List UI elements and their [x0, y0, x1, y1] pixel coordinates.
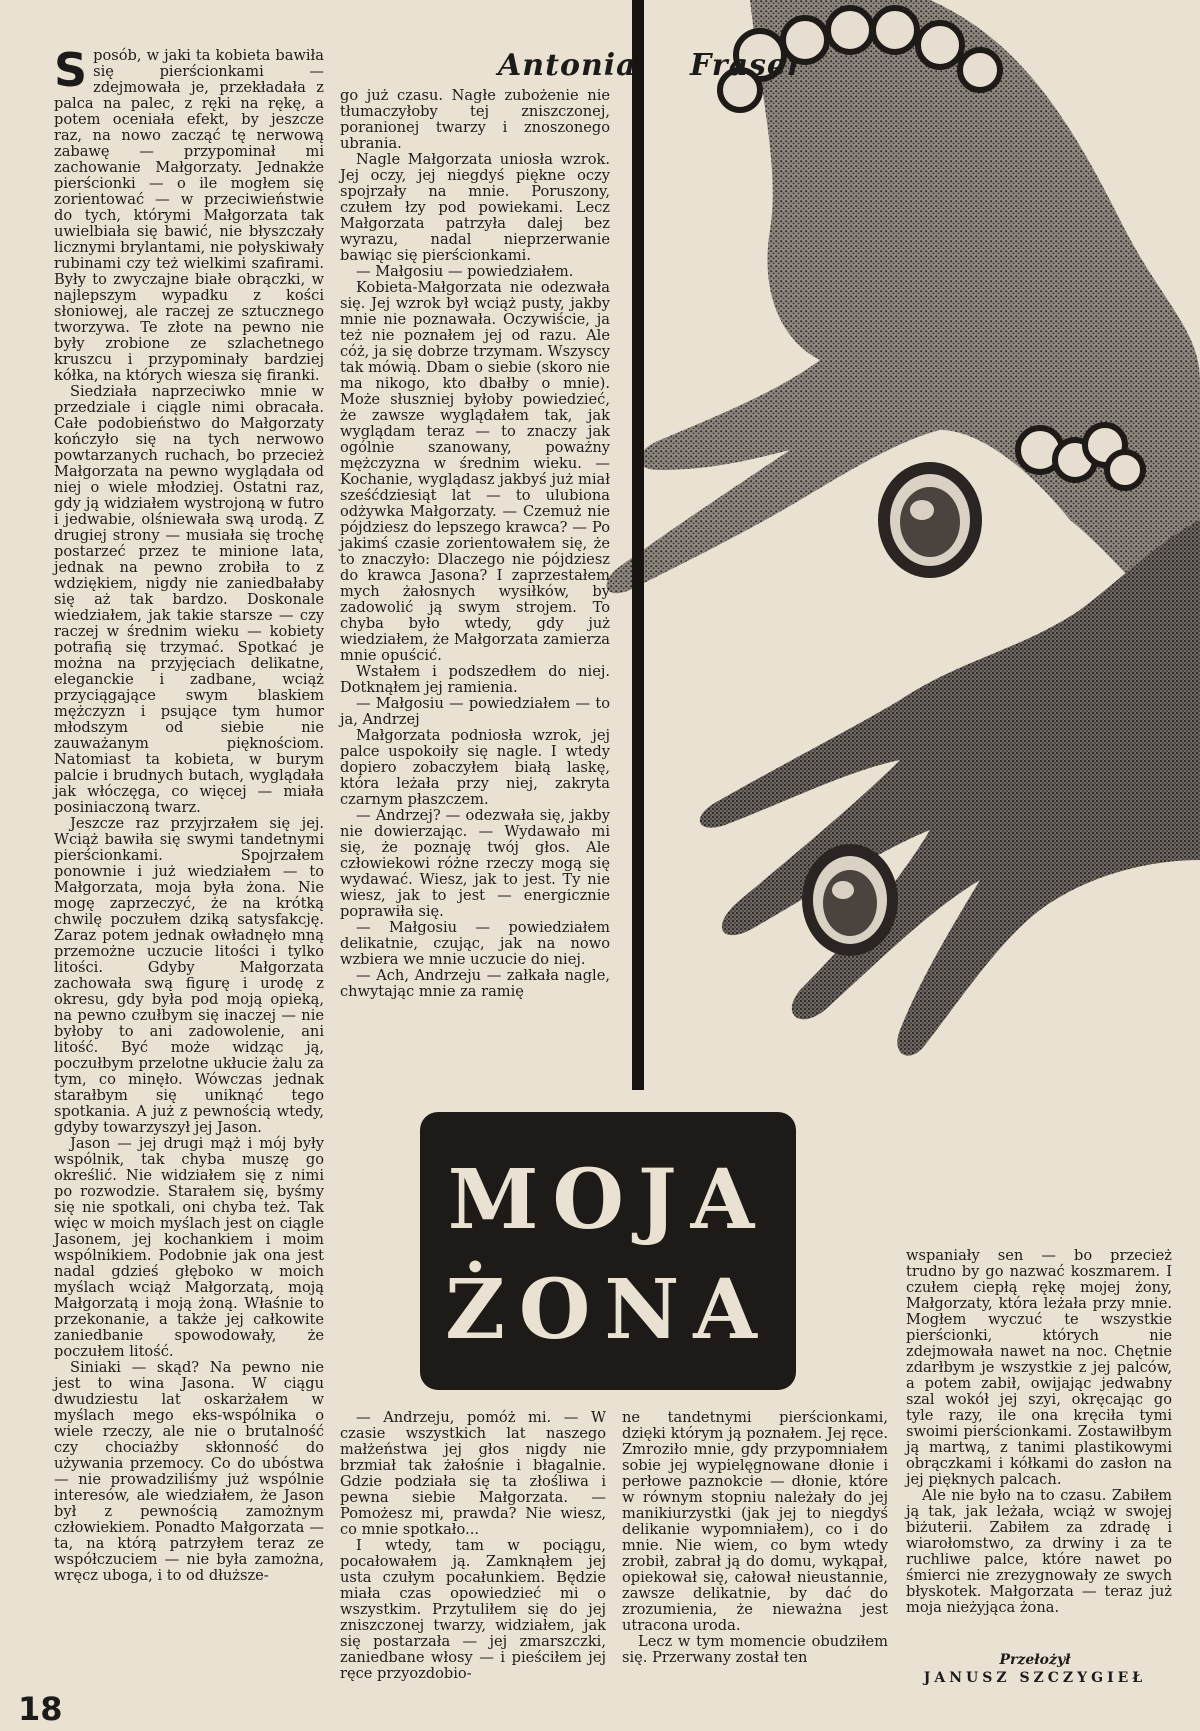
- upper-ring-icon: [878, 462, 982, 578]
- hands-illustration: [600, 0, 1200, 1110]
- paragraph: Wstałem i podszedłem do niej. Dotknąłem jej ramienia.: [340, 663, 610, 696]
- paragraph: Lecz w tym momencie obudziłem się. Przerwany został ten: [622, 1633, 888, 1666]
- article-column-1: [54, 43, 324, 1584]
- paragraph: Jason — jej drugi mąż i mój były wspólnik, tak chyba muszę go określić. Nie widziałem się z nimi po rozwodzie. Starałem się, byśmy się nie spotkali, oni chyba też. Tak więc w moich myślach jest on ciągle Jasonem, jej kochankiem i moim wspólnikiem. Podobnie jak ona jest nadal gdzieś głęboko w moich myślach wciąż Małgorzatą, moją Małgorzatą i moją żoną. Właśnie to przekonanie, a także jej całkowite zaniedbanie spowodowały, że poczułem litość.: [54, 1135, 324, 1360]
- title-box: [420, 1112, 796, 1390]
- paragraph: I wtedy, tam w pociągu, pocałowałem ją. Zamknąłem jej usta czułym pocałunkiem. Będzie miała czas opowiedzieć mi o wszystkim. Przytuliłem się do jej zniszczonej twarzy, widziałem, jak się postarzała — jej zmarszczki, zaniedbane włosy — i pieściłem jej ręce przyozdobio-: [340, 1537, 606, 1682]
- translator-credit-label: Przełożył: [999, 1652, 1071, 1668]
- paragraph: — Andrzeju, pomóż mi. — W czasie wszystkich lat naszego małżeństwa jej głos nigdy nie brzmiał tak żałośnie i błagalnie. Gdzie podziała się ta złośliwa i pewna siebie Małgorzata. — Pomożesz mi, prawda? Nie wiesz, co mnie spotkało...: [340, 1409, 606, 1538]
- title-line-2: ŻONA: [445, 1262, 771, 1358]
- paragraph: Jeszcze raz przyjrzałem się jej. Wciąż bawiła się swymi tandetnymi pierścionkami. Spojrzałem ponownie i już wiedziałem — to Małgorzata, moja była żona. Nie mogę zaprzeczyć, że na krótką chwilę poczułem dziką satysfakcję. Zaraz potem jednak owładnęło mną przemożne uczucie litości i tylko litości. Gdyby Małgorzata zachowała swą figurę i urodę z okresu, gdy była pod moją opieką, na pewno czułbym się inaczej — nie byłoby to ani zadowolenie, ani litość. Być może widząc ją, poczułbym przelotne ukłucie żalu za tym, co minęło. Wówczas jednak starałbym się uniknąć tego spotkania. A już z pewnością wtedy, gdyby towarzyszył jej Jason.: [54, 815, 324, 1136]
- article-column-2: [340, 88, 610, 1000]
- lower-hand: [700, 520, 1200, 1056]
- vertical-rule: [632, 0, 644, 1090]
- article-column-3: [622, 1410, 888, 1666]
- article-column-4: [906, 1248, 1172, 1616]
- paragraph: — Małgosiu — powiedziałem delikatnie, czując, jak na nowo wzbiera we mnie uczucie do niej.: [340, 919, 610, 968]
- paragraph: Ale nie było na to czasu. Zabiłem ją tak, jak leżała, wciąż w swojej biżuterii. Zabiłem za zdradę i wiarołomstwo, za drwiny i za te ruchliwe palce, które nawet po śmierci nie zrezygnowały ze swych błyskotek. Małgorzata — teraz już moja nieżyjąca żona.: [906, 1487, 1172, 1616]
- paragraph: wspaniały sen — bo przecież trudno by go nazwać koszmarem. I czułem ciepłą rękę mojej żony, Małgorzaty, która leżała przy mnie. Mogłem wyczuć te wszystkie pierścionki, których nie zdejmowała nawet na noc. Chętnie zdarłbym je wszystkie z jej palców, a potem zabił, owijając jedwabny szal wokół jej szyi, okręcając go tyle razy, ile ona kręciła tymi swoimi pierścionkami. Zostawiłbym ją martwą, z tanimi plastikowymi obrączkami i kółkami do zasłon na jej pięknych palcach.: [906, 1247, 1172, 1488]
- paragraph: Małgorzata podniosła wzrok, jej palce uspokoiły się nagle. I wtedy dopiero zobaczyłem białą laskę, która leżała przy niej, zakryta czarnym płaszczem.: [340, 727, 610, 808]
- dropcap: S: [54, 43, 88, 97]
- paragraph: Nagle Małgorzata uniosła wzrok. Jej oczy, jej niegdyś piękne oczy spojrzały na mnie. Poruszony, czułem łzy pod powiekami. Lecz Małgorzata patrzyła dalej bez wyrazu, nadal nieprzerwanie bawiąc się pierścionkami.: [340, 151, 610, 264]
- author-last-name: Fraser: [690, 48, 804, 83]
- paragraph: Siedziała naprzeciwko mnie w przedziale i ciągle nimi obracała. Całe podobieństwo do Małgorzaty kończyło się na tych nerwowo powtarzanych ruchach, bo przecież Małgorzata na pewno wyglądała od niej o wiele młodziej. Ostatni raz, gdy ją widziałem wystrojoną w futro i jedwabie, olśniewała swą urodą. Z drugiej strony — musiała się trochę postarzeć przez te minione lata, jednak na pewno zrobiła to z wdziękiem, nigdy nie zaniedbałaby się aż tak bardzo. Doskonale wiedziałem, jak takie starsze — czy raczej w średnim wieku — kobiety potrafią się trzymać. Spotkać je można na przyjęciach delikatne, eleganckie i zadbane, wciąż przyciągające swym blaskiem mężczyzn i psujące tym humor młodszym od siebie nie zauważanym pięknościom. Natomiast ta kobieta, w burym palcie i brudnych butach, wyglądała jak włóczęga, co więcej — miała posiniaczoną twarz.: [54, 383, 324, 816]
- paragraph: posób, w jaki ta kobieta bawiła się pierścionkami — zdejmowała je, przekładała z palca na palec, z ręki na rękę, a potem oceniała efekt, by jeszcze raz, na nowo zacząć tę nerwową zabawę — przypominał mi zachowanie Małgorzaty. Jednakże pierścionki — o ile mogłem się zorientować — w przeciwieństwie do tych, którymi Małgorzata tak uwielbiała się bawić, nie błyszczały licznymi brylantami, nie połyskiwały rubinami czy też wielkimi szafirami. Były to zwyczajne białe obrączki, w najlepszym wypadku z kości słoniowej, ale raczej ze sztucznego tworzywa. Te złote na pewno nie były zrobione ze szlachetnego kruszcu i przypominały bardziej kółka, na których wiesza się firanki.: [54, 47, 324, 384]
- paragraph: Kobieta-Małgorzata nie odezwała się. Jej wzrok był wciąż pusty, jakby mnie nie poznawała. Oczywiście, ja też nie poznałem jej od razu. Ale cóż, ja się dobrze trzymam. Wszyscy tak mówią. Dbam o siebie (skoro nie ma nikogo, kto dbałby o mnie). Może słuszniej byłoby powiedzieć, że zawsze wyglądałem tak, jak wyglądam teraz — to znaczy jak ogólnie szanowany, poważny mężczyzna w średnim wieku. — Kochanie, wyglądasz jakbyś już miał sześćdziesiąt lat — to ulubiona odżywka Małgorzaty. — Czemuż nie pójdziesz do lepszego krawca? — Po jakimś czasie zorientowałem się, że to znaczyło: Dlaczego nie pójdziesz do krawca Jasona? I zaprzestałem mych żałosnych wysiłków, by zadowolić ją swym strojem. To chyba było wtedy, gdy już wiedziałem, że Małgorzata zamierza mnie opuścić.: [340, 279, 610, 664]
- paragraph: Siniaki — skąd? Na pewno nie jest to wina Jasona. W ciągu dwudziestu lat oskarżałem w myślach mego eks-wspólnika o wiele rzeczy, ale nie o brutalność czy chociażby skłonność do używania przemocy. Co do ubóstwa — nie prowadziliśmy już wspólnie interesów, ale wiedziałem, że Jason był z pewnością zamożnym człowiekiem. Ponadto Małgorzata — ta, na którą patrzyłem teraz ze współczuciem — nie była zamożna, wręcz uboga, i to od dłuższe-: [54, 1359, 324, 1584]
- paragraph: — Małgosiu — powiedziałem.: [356, 263, 574, 280]
- author-first-name: Antonia: [498, 48, 637, 83]
- title-line-1: MOJA: [447, 1152, 769, 1248]
- paragraph: — Ach, Andrzeju — załkała nagle, chwytając mnie za ramię: [340, 967, 610, 1000]
- paragraph: — Andrzej? — odezwała się, jakby nie dowierzając. — Wydawało mi się, że poznaję twój głos. Ale człowiekowi różne rzeczy mogą się wydawać. Wiesz, jak to jest. Ty nie wiesz, jak to jest — energicznie poprawiła się.: [340, 807, 610, 920]
- paragraph: go już czasu. Nagłe zubożenie nie tłumaczyłoby tej zniszczonej, poranionej twarzy i znoszonego ubrania.: [340, 87, 610, 152]
- article-column-2b: [340, 1410, 606, 1682]
- page-number: 18: [18, 1690, 63, 1728]
- paragraph: ne tandetnymi pierścionkami, dzięki którym ją poznałem. Jej ręce. Zmroziło mnie, gdy przypomniałem sobie jej wypielęgnowane dłonie i perłowe paznokcie — dłonie, które w równym stopniu należały do jej manikiurzystki (jak jej to niegdyś delikanie wypomniałem), co i do mnie. Nie wiem, co bym wtedy zrobił, zabrał ją do domu, wykąpał, opiekował się, całował nieustannie, zawsze delikatnie, by dać do zrozumienia, że nieważna jest utracona uroda.: [622, 1409, 888, 1634]
- lower-ring-icon: [802, 844, 898, 956]
- translator-name: JANUSZ SZCZYGIEŁ: [923, 1670, 1147, 1686]
- paragraph: — Małgosiu — powiedziałem — to ja, Andrzej: [340, 695, 610, 728]
